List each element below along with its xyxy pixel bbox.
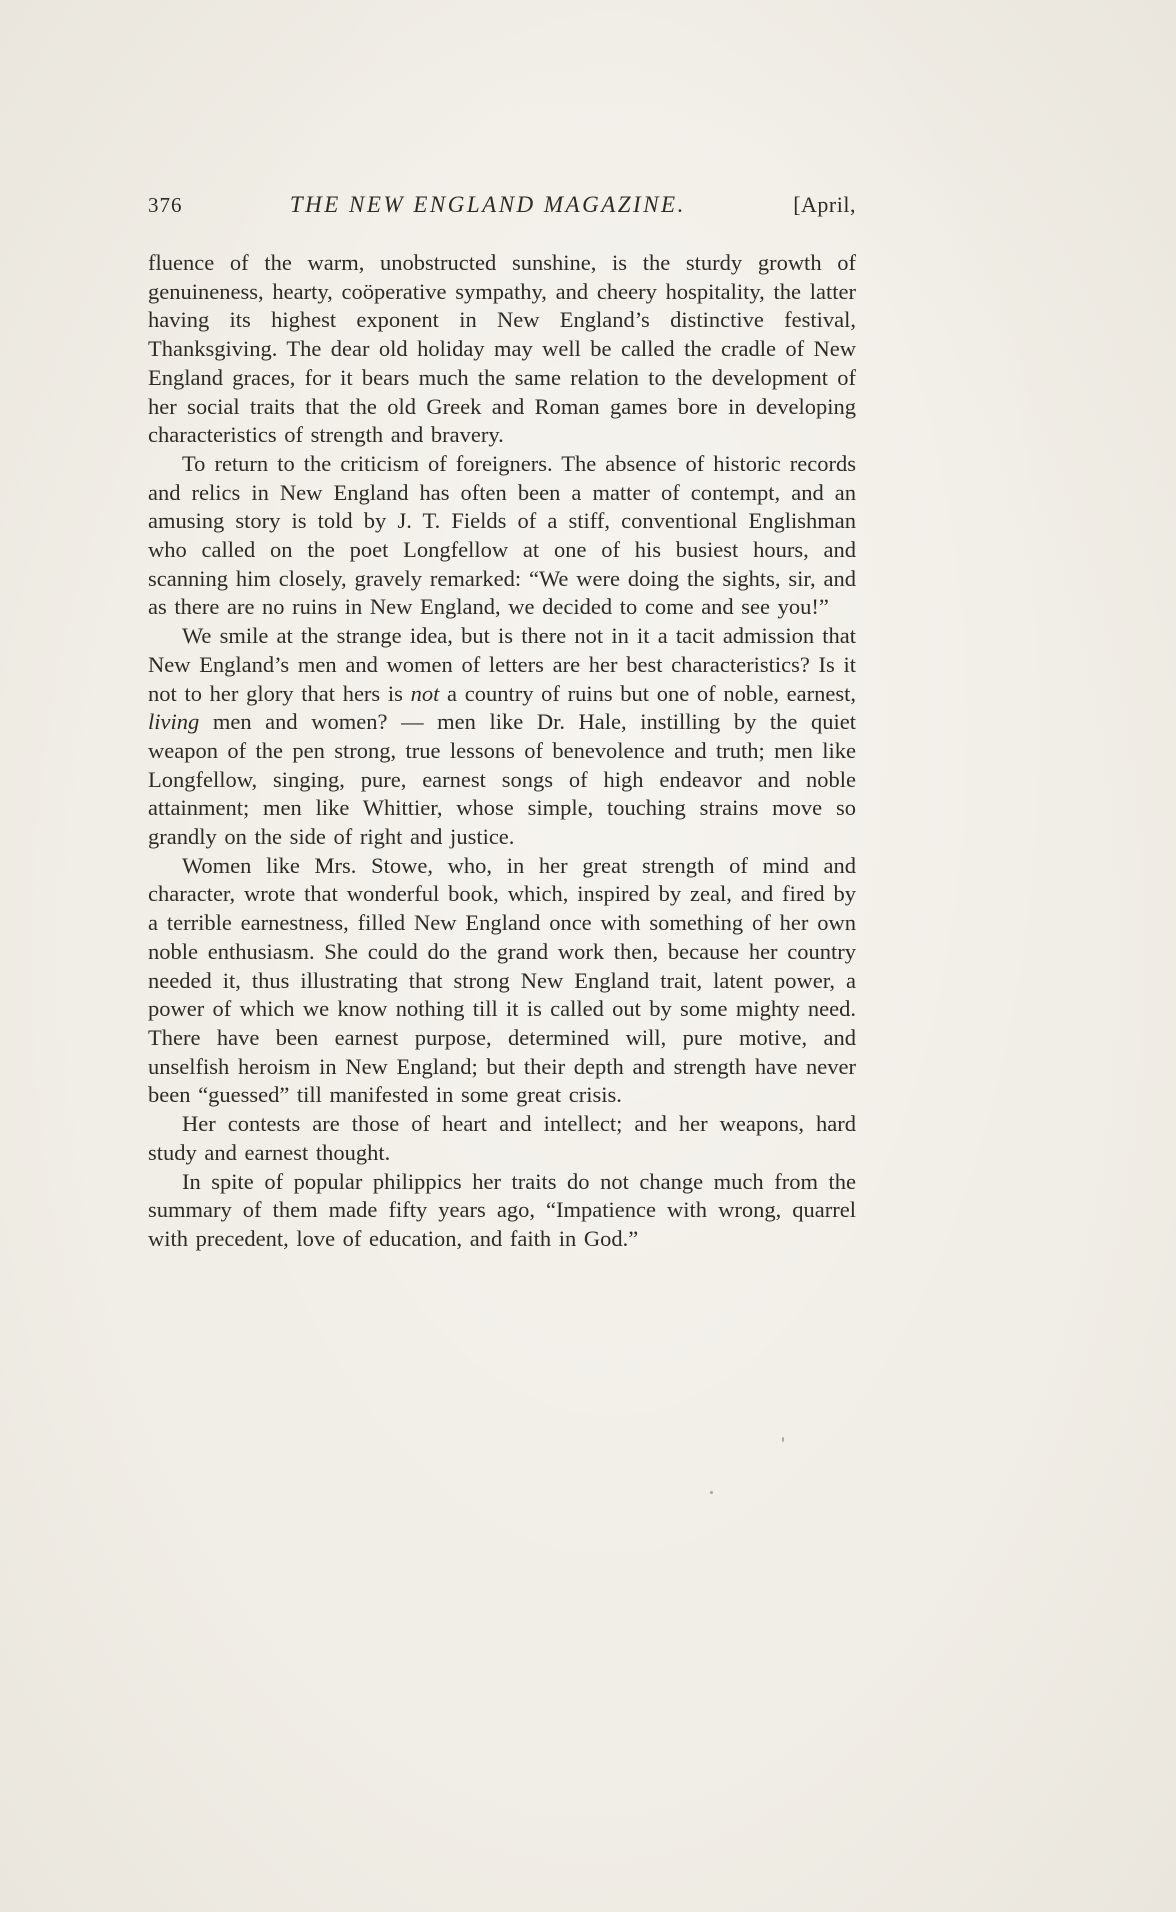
page-header xyxy=(148,192,856,218)
paragraph-4: Women like Mrs. Stowe, who, in her great strength of mind and character, wrote that wonderful book, which, inspired by zeal, and fired by a terrible earnestness, filled New England once with something of her own noble enthusiasm. She could do the grand work then, because her country needed it, thus illustrating that strong New England trait, latent power, a power of which we know nothing till it is called out by some mighty need. There have been earnest purpose, determined will, pure motive, and unselfish heroism in New England; but their depth and strength have never been “guessed” till manifested in some great crisis. xyxy=(148,852,856,1108)
paragraph-6: In spite of popular philippics her traits do not change much from the summary of them made fifty years ago, “Impatience with wrong, quarrel with precedent, love of education, and faith in God.” xyxy=(148,1168,856,1251)
italic-word-living: living xyxy=(148,709,200,735)
article-body xyxy=(148,249,856,1254)
paragraph-3-segment: a country of ruins but one of noble, earnest, xyxy=(439,680,856,706)
paragraph-3-segment: We smile at the strange idea, but is there not in it a tacit admission that New England’s men and women of letters are her best characteristics? Is it not to her glory that hers is xyxy=(148,623,856,706)
paragraph-5: Her contests are those of heart and intellect; and her weapons, hard study and earnest thought. xyxy=(148,1111,856,1165)
page-number: 376 xyxy=(148,193,183,217)
paragraph-3-segment: men and women? — men like Dr. Hale, instilling by the quiet weapon of the pen strong, true lessons of benevolence and truth; men like Longfellow, singing, pure, earnest songs of high endeavor and noble attainment; men like Whittier, whose simple, touching strains move so grandly on the side of right and justice. xyxy=(148,709,856,850)
paragraph-1: fluence of the warm, unobstructed sunshine, is the sturdy growth of genuineness, hearty, coöperative sympathy, and cheery hospitality, the latter having its highest exponent in New England’s distinctive festival, Thanksgiving. The dear old holiday may well be called the cradle of New England graces, for it bears much the same relation to the development of her social traits that the old Greek and Roman games bore in developing characteristics of strength and bravery. xyxy=(148,250,856,448)
paragraph-3 xyxy=(148,622,856,852)
running-title: THE NEW ENGLAND MAGAZINE. xyxy=(289,192,686,217)
scan-artifact-speck xyxy=(782,1437,784,1442)
paragraph-2: To return to the criticism of foreigners. The absence of historic records and relics in New England has often been a matter of contempt, and an amusing story is told by J. T. Fields of a stiff, conventional Englishman who called on the poet Longfellow at one of his busiest hours, and scanning him closely, gravely remarked: “We were doing the sights, sir, and as there are no ruins in New England, we decided to come and see you!” xyxy=(148,450,856,620)
issue-label: [April, xyxy=(793,192,856,217)
italic-word-not: not xyxy=(410,680,440,706)
scan-artifact-speck xyxy=(710,1491,713,1494)
